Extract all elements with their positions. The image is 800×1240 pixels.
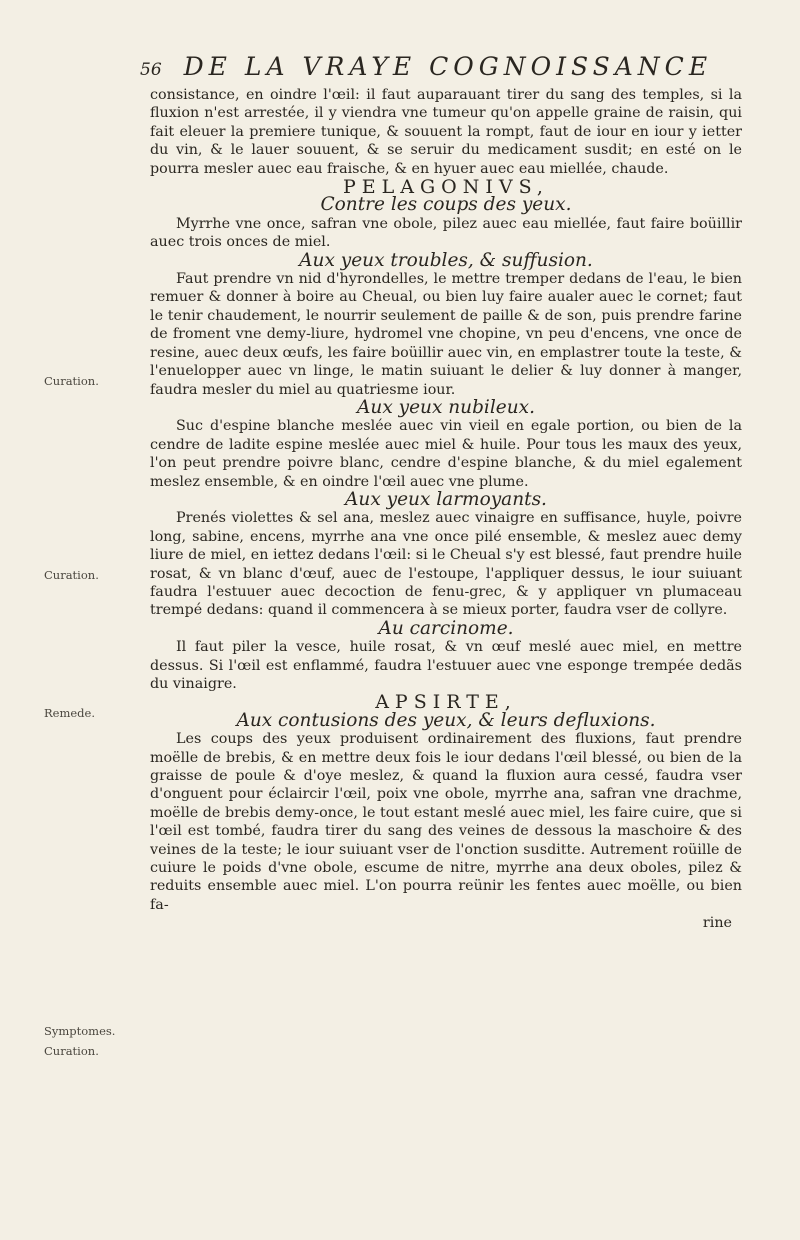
paragraph: Il faut piler la vesce, huile rosat, & vn œuf meslé auec miel, en mettre dessus. Si l'œil est enflammé, faudra l'estuuer auec vne esponge trempée dedãs du vinaigre. — [150, 639, 742, 692]
body-text — [150, 86, 742, 933]
section-title: Aux contusions des yeux, & leurs defluxions. — [236, 709, 656, 731]
margin-note-curation: Curation. — [44, 374, 99, 388]
paragraph: Suc d'espine blanche meslée auec vin vieil en egale portion, ou bien de la cendre de ladite espine meslée auec miel & huile. Pour tous les maux des yeux, l'on peut prendre poivre blanc, cendre d'espine blanche, & du miel egalement meslez ensemble, & en oindre l'œil auec vne plume. — [150, 418, 742, 490]
margin-note-remede: Remede. — [44, 706, 95, 720]
catchword: rine — [702, 915, 732, 932]
section-author-heading: PELAGONIVS, — [343, 176, 549, 199]
page-number: 56 — [140, 60, 162, 80]
margin-note-symptomes: Symptomes. — [44, 1024, 116, 1038]
paragraph: Myrrhe vne once, safran vne obole, pilez auec eau miellée, faut faire boüillir auec trois onces de miel. — [150, 215, 742, 251]
paragraph-opening: consistance, en oindre l'œil: il faut auparauant tirer du sang des temples, si la fluxion n'est arrestée, il y viendra vne tumeur qu'on appelle graine de raisin, qui fait eleuer la premiere tunique, & souuent la rompt, faut de iour en iour y ietter du vin, & le lauer souuent, & se seruir du medicament susdit; en esté on le pourra mesler auec eau fraische, & en hyuer auec eau miellée, chaude. — [150, 87, 742, 177]
section-title: Aux yeux troubles, & suffusion. — [299, 249, 593, 271]
margin-note-curation: Curation. — [44, 1044, 99, 1058]
section-title: Aux yeux larmoyants. — [345, 488, 547, 510]
section-title: Contre les coups des yeux. — [320, 194, 572, 216]
section-title: Au carcinome. — [378, 617, 514, 639]
margin-note-curation: Curation. — [44, 568, 99, 582]
paragraph: Prenés violettes & sel ana, meslez auec vinaigre en suffisance, huyle, poivre long, sabine, encens, myrrhe ana vne once pilé ensemble, & meslez auec demy liure de miel, en iettez dedans l'œil: si le Cheual s'y est blessé, faut prendre huile rosat, & vn blanc d'œuf, auec de l'estoupe, l'appliquer dessus, le iour suiuant faudra l'estuuer auec decoction de fenu-grec, & y appliquer vn plumaceau trempé dedans: quand il commencera à se mieux porter, faudra vser de collyre. — [150, 510, 742, 619]
section-title: Aux yeux nubileux. — [357, 396, 535, 418]
paragraph: Faut prendre vn nid d'hyrondelles, le mettre tremper dedans de l'eau, le bien remuer & donner à boire au Cheual, ou bien luy faire aualer auec le cornet; faut le tenir chaudement, le nourrir seulement de paille & de son, puis prendre farine de froment vne demy-liure, hydromel vne chopine, vn peu d'encens, vne once de resine, auec deux œufs, les faire boüillir auec vin, en emplastrer toute la teste, & l'enuelopper auec vn linge, le matin suiuant le delier & luy donner à manger, faudra mesler du miel au quatriesme iour. — [150, 271, 742, 398]
running-head — [140, 52, 780, 81]
paragraph: Les coups des yeux produisent ordinairement des fluxions, faut prendre moëlle de brebis, & en mettre deux fois le iour dedans l'œil blessé, ou bien de la graisse de poule & d'oye meslez, & quand la fluxion aura cessé, faudra vser d'onguent pour éclaircir l'œil, poix vne obole, myrrhe ana, safran vne drachme, moëlle de brebis demy-once, le tout estant meslé auec miel, les faire cuire, que si l'œil est tombé, faudra tirer du sang des veines de dessous la maschoire & des veines de la teste; le iour suiuant vser de l'onction susditte. Autrement roüille de cuiure le poids d'vne obole, escume de nitre, myrrhe ana deux oboles, pilez & reduits ensemble auec miel. L'on pourra reünir les fentes auec moëlle, ou bien fa- — [150, 731, 742, 913]
section-author-heading: APSIRTE, — [375, 691, 517, 714]
running-title: DE LA VRAYE COGNOISSANCE — [183, 52, 713, 81]
